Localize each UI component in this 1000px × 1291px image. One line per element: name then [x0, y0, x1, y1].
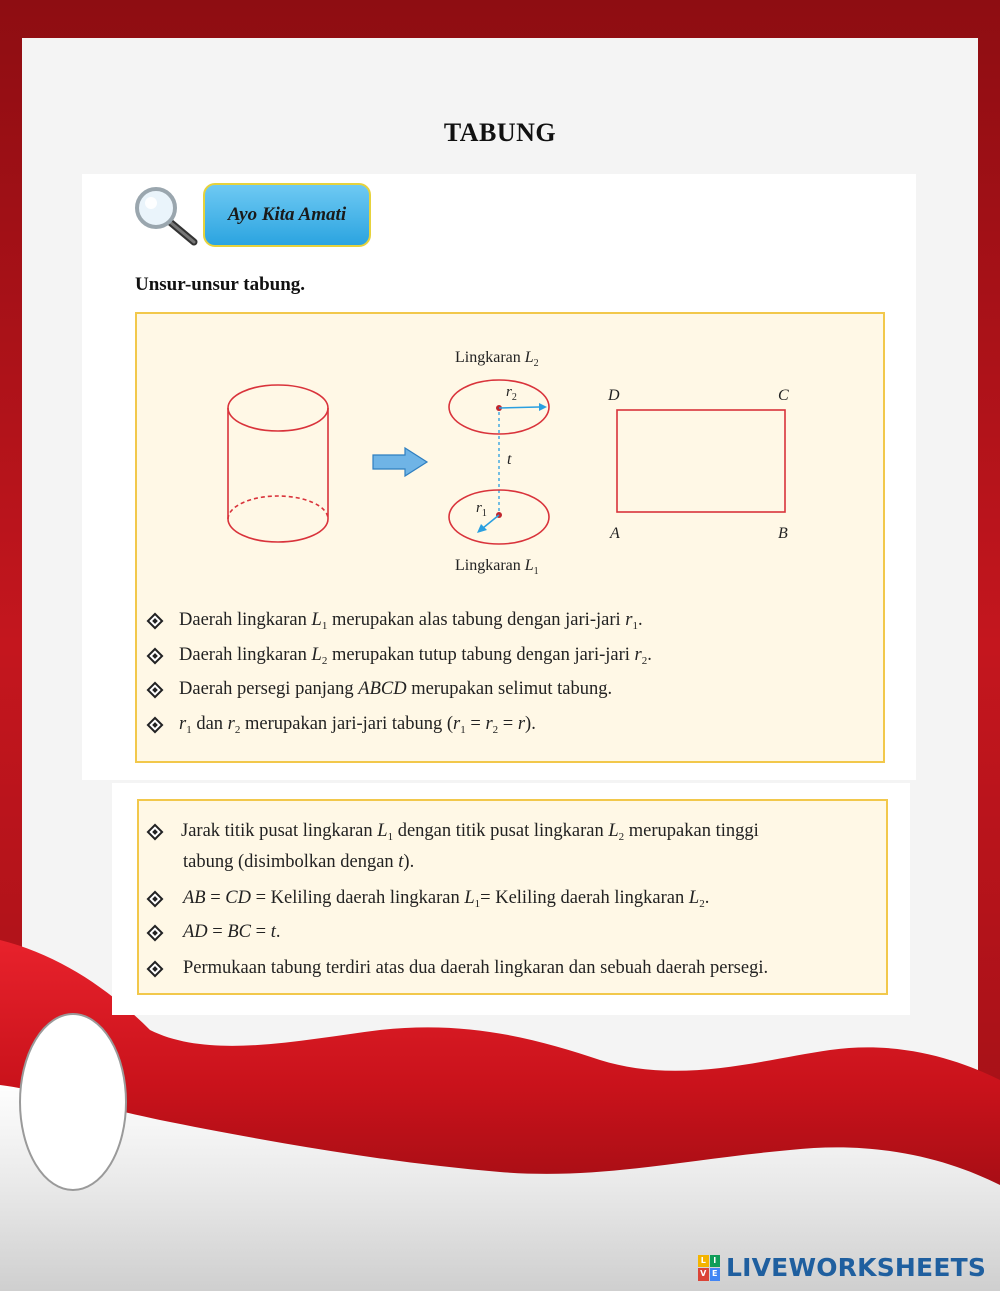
list-item: AB = CD = Keliling daerah lingkaran $L_1=$ Keliling daerah lingkaran $L_2$.: [149, 883, 709, 919]
page-title: TABUNG: [443, 118, 557, 147]
diamond-bullet-icon: [147, 717, 164, 734]
corner-a-label: A: [610, 525, 620, 542]
corner-c-label: C: [778, 387, 789, 404]
diamond-bullet-icon: [147, 682, 164, 699]
rectangle-abcd: [617, 410, 785, 512]
diamond-bullet-icon: [147, 824, 164, 841]
liveworksheets-watermark: [698, 1253, 986, 1282]
circle-top-label: Lingkaran $L_2$: [455, 349, 539, 369]
list-item: Daerah lingkaran $L_1$ merupakan alas tabung dengan jari-jari $r_1$.: [149, 605, 643, 641]
diamond-bullet-icon: [147, 613, 164, 630]
section-badge: Ayo Kita Amati: [203, 183, 371, 247]
list-item: Daerah persegi panjang ABCD merupakan selimut tabung.: [149, 674, 612, 704]
list-item: Daerah lingkaran $L_2$ merupakan tutup tabung dengan jari-jari $r_2$.: [149, 640, 652, 676]
cylinder-figure: [228, 385, 328, 542]
flag-pole-top: [20, 1014, 126, 1190]
watermark-text: LIVEWORKSHEETS: [726, 1253, 987, 1282]
transform-arrow-icon: [373, 448, 427, 476]
elements-box-continued: [137, 799, 888, 995]
circle-bottom-label: Lingkaran $L_1$: [455, 557, 539, 577]
list-item-continuation: tabung (disimbolkan dengan t).: [183, 852, 415, 872]
list-item: Jarak titik pusat lingkaran $L_1$ dengan titik pusat lingkaran $L_2$ merupakan tinggi: [149, 816, 759, 852]
diamond-bullet-icon: [147, 961, 164, 978]
liveworksheets-logo-icon: L I V E: [698, 1255, 720, 1281]
section-heading: Unsur-unsur tabung.: [135, 274, 306, 295]
magnifier-icon: [132, 186, 202, 248]
corner-d-label: D: [608, 387, 620, 404]
height-label: t: [507, 451, 512, 468]
diamond-bullet-icon: [147, 925, 164, 942]
diamond-bullet-icon: [147, 648, 164, 665]
elements-box: [135, 312, 885, 763]
list-item: Permukaan tabung terdiri atas dua daerah lingkaran dan sebuah daerah persegi.: [149, 953, 768, 983]
radius-bottom-label: $r_1$: [476, 500, 487, 519]
corner-b-label: B: [778, 525, 788, 542]
diamond-bullet-icon: [147, 891, 164, 908]
list-item: AD = BC = t.: [149, 917, 280, 947]
cylinder-diagram: [137, 314, 883, 604]
radius-top-label: $r_2$: [506, 384, 517, 403]
list-item: $r_1$ dan $r_2$ merupakan jari-jari tabung $(r_1 = r_2 = r)$.: [149, 709, 536, 745]
